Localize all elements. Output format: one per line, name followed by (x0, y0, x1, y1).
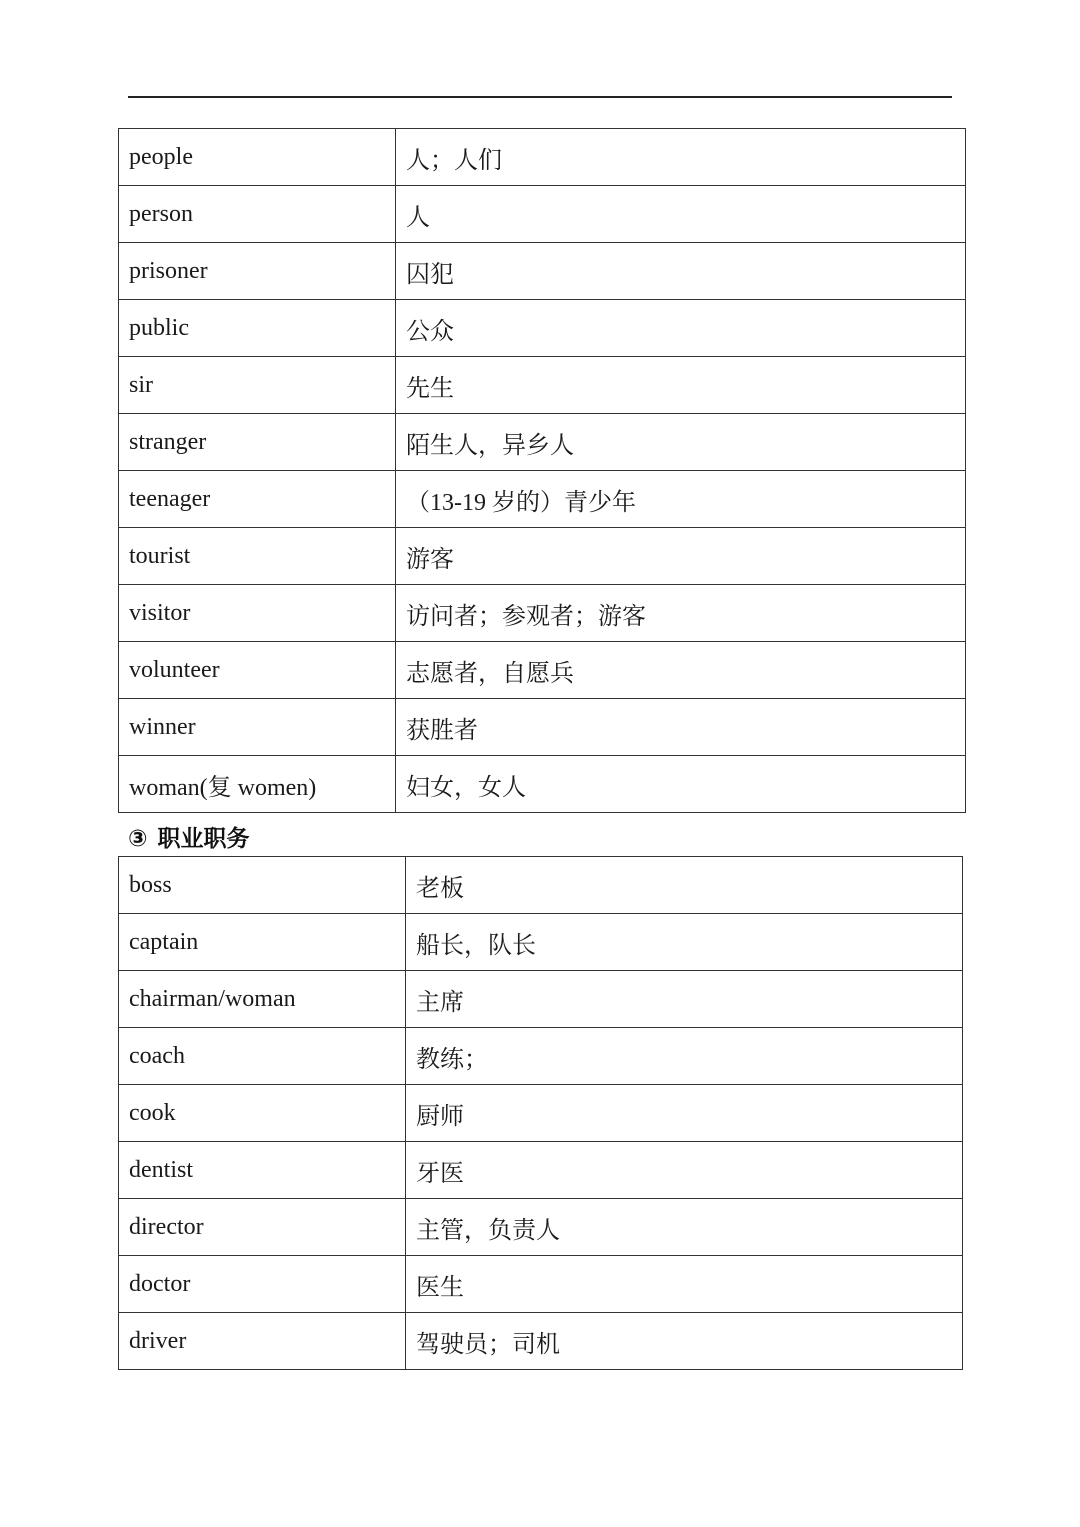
chinese-meaning: 牙医 (406, 1142, 963, 1199)
table-row (119, 756, 966, 813)
english-word: director (119, 1199, 406, 1256)
table-row (119, 1142, 963, 1199)
table-row (119, 1256, 963, 1313)
english-word: public (119, 300, 396, 357)
chinese-meaning: 囚犯 (396, 243, 966, 300)
chinese-meaning: 公众 (396, 300, 966, 357)
chinese-meaning: 医生 (406, 1256, 963, 1313)
section-title: 职业职务 (157, 826, 250, 852)
chinese-meaning: 主管，负责人 (406, 1199, 963, 1256)
english-word: dentist (119, 1142, 406, 1199)
english-word: doctor (119, 1256, 406, 1313)
table-row (119, 471, 966, 528)
english-word: coach (119, 1028, 406, 1085)
section-heading-occupations (128, 822, 249, 856)
english-word: boss (119, 857, 406, 914)
english-word: people (119, 129, 396, 186)
chinese-meaning: 陌生人，异乡人 (396, 414, 966, 471)
table-row (119, 971, 963, 1028)
table-row (119, 414, 966, 471)
chinese-meaning: 访问者；参观者；游客 (396, 585, 966, 642)
english-word: person (119, 186, 396, 243)
table-row (119, 243, 966, 300)
chinese-meaning: 驾驶员；司机 (406, 1313, 963, 1370)
table-row (119, 129, 966, 186)
vocab-table-people (118, 128, 966, 813)
table-row (119, 1199, 963, 1256)
chinese-meaning: 游客 (396, 528, 966, 585)
english-word: driver (119, 1313, 406, 1370)
english-word: captain (119, 914, 406, 971)
section-number: ③ (128, 826, 148, 852)
header-rule (128, 96, 952, 98)
chinese-meaning: 老板 (406, 857, 963, 914)
chinese-meaning: 获胜者 (396, 699, 966, 756)
vocab-table-occupations (118, 856, 963, 1370)
table-row (119, 357, 966, 414)
chinese-meaning: 先生 (396, 357, 966, 414)
english-word: prisoner (119, 243, 396, 300)
table-row (119, 528, 966, 585)
chinese-meaning: 厨师 (406, 1085, 963, 1142)
english-word: teenager (119, 471, 396, 528)
english-word: stranger (119, 414, 396, 471)
chinese-meaning: 妇女，女人 (396, 756, 966, 813)
table-row (119, 585, 966, 642)
english-word: tourist (119, 528, 396, 585)
chinese-meaning: 主席 (406, 971, 963, 1028)
english-word: sir (119, 357, 396, 414)
chinese-meaning: （13-19 岁的）青少年 (396, 471, 966, 528)
table-row (119, 300, 966, 357)
english-word: volunteer (119, 642, 396, 699)
chinese-meaning: 船长，队长 (406, 914, 963, 971)
table-row (119, 857, 963, 914)
english-word: cook (119, 1085, 406, 1142)
table-row (119, 1313, 963, 1370)
chinese-meaning: 教练； (406, 1028, 963, 1085)
chinese-meaning: 志愿者，自愿兵 (396, 642, 966, 699)
table-row (119, 914, 963, 971)
chinese-meaning: 人；人们 (396, 129, 966, 186)
english-word: winner (119, 699, 396, 756)
table-row (119, 1028, 963, 1085)
table-row (119, 186, 966, 243)
table-row (119, 1085, 963, 1142)
english-word: visitor (119, 585, 396, 642)
english-word: chairman/woman (119, 971, 406, 1028)
chinese-meaning: 人 (396, 186, 966, 243)
english-word: woman(复 women) (119, 756, 396, 813)
table-row (119, 642, 966, 699)
table-row (119, 699, 966, 756)
